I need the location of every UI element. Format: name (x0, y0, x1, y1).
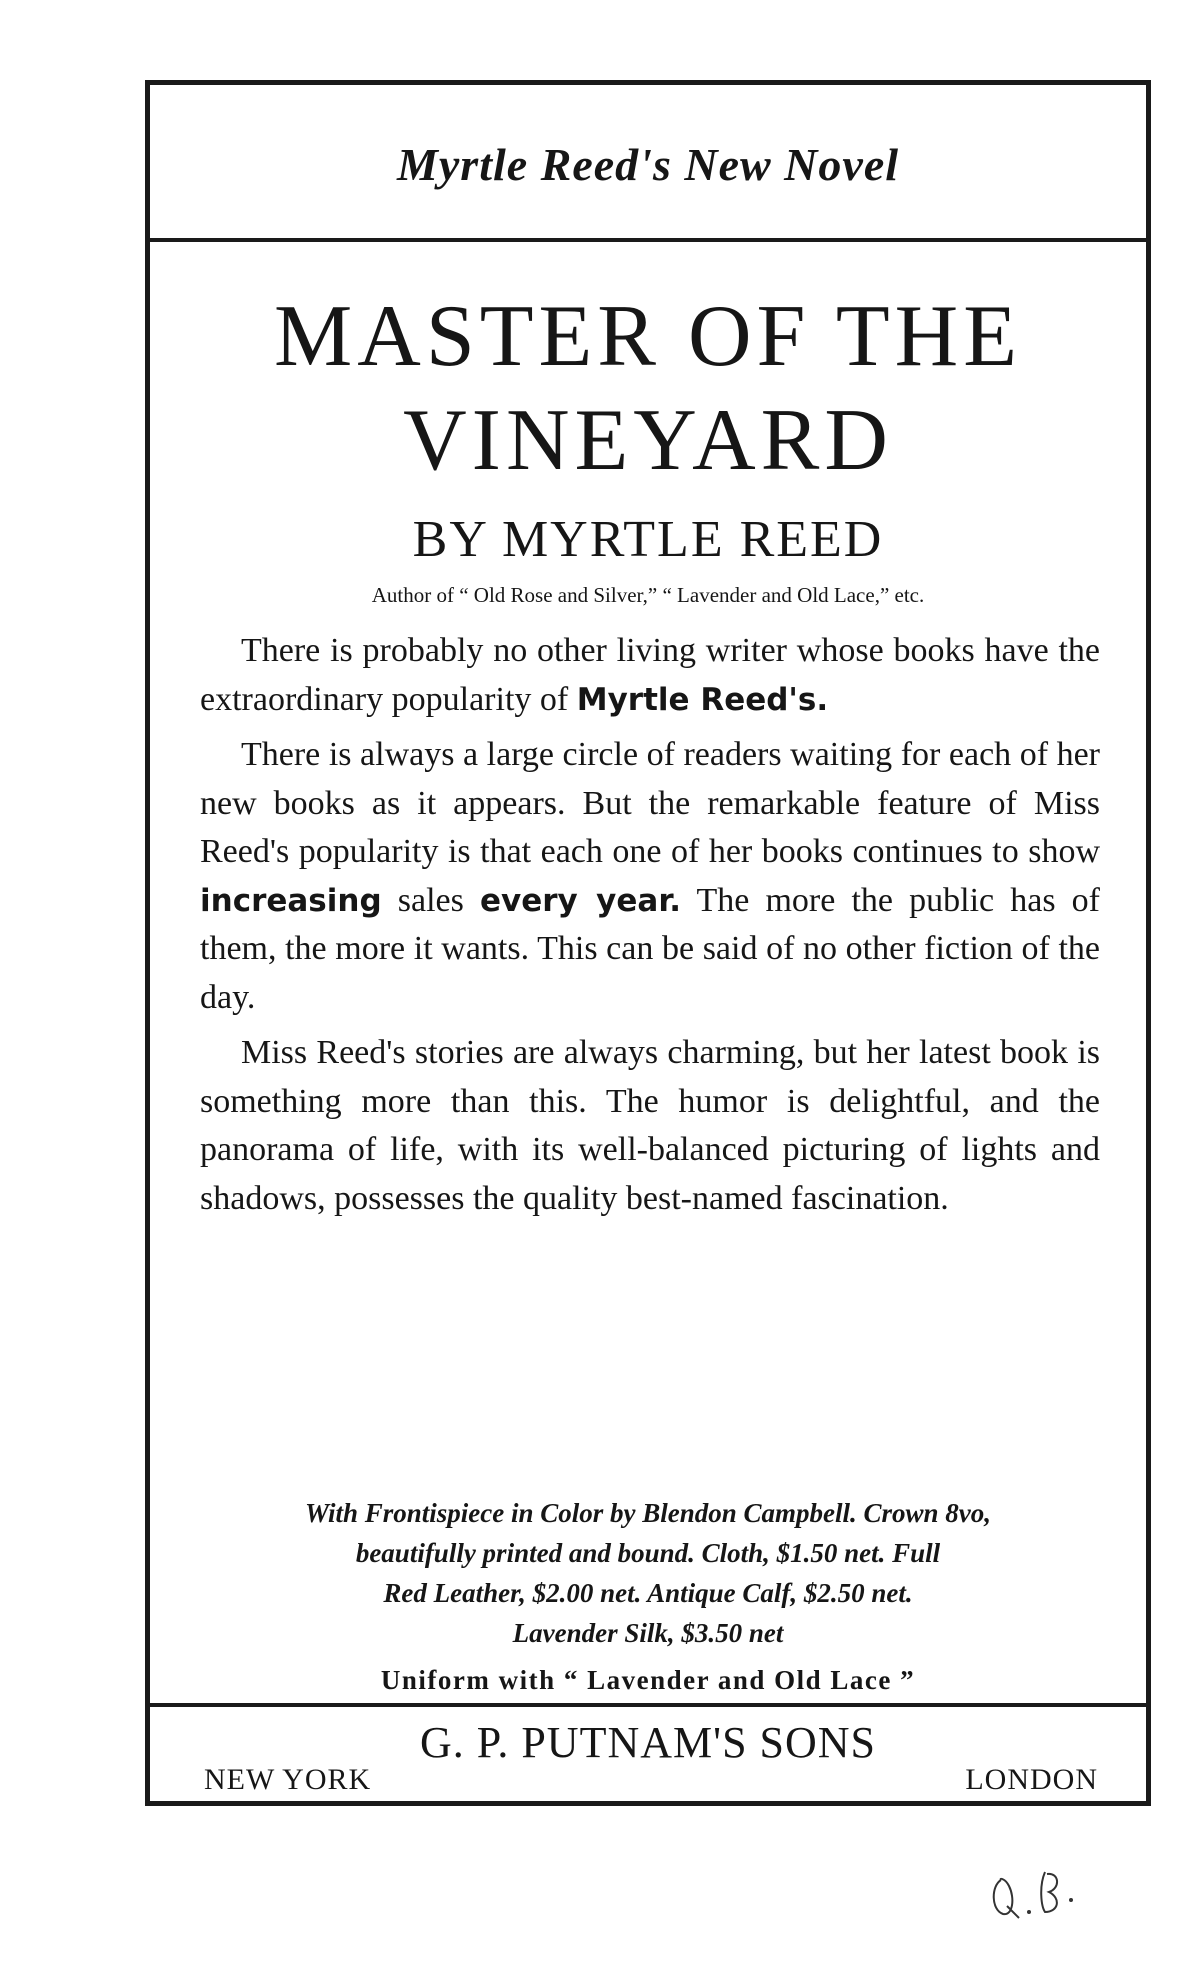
series-header (150, 85, 1146, 242)
paragraph-2-emphasis-increasing: increasing (200, 882, 382, 919)
paragraph-1 (200, 627, 1100, 724)
paragraph-2-text-a: There is always a large circle of readers waiting for each of her new books as it appears. But the remarkable feature of Miss Reed's popularity is that each one of her books continues to show (200, 736, 1100, 870)
advertisement-frame (145, 80, 1151, 1806)
author-credits: Author of “ Old Rose and Silver,” “ Lavender and Old Lace,” etc. (371, 583, 925, 607)
paragraph-2-emphasis-every-year: every year. (480, 882, 681, 919)
details-line-3: Red Leather, $2.00 net. Antique Calf, $2.50 net. (383, 1578, 913, 1608)
paragraph-1-emphasis: Myrtle Reed's. (576, 681, 829, 718)
details-line-4: Lavender Silk, $3.50 net (512, 1618, 784, 1648)
paragraph-1-text: There is probably no other living writer whose books have the extraordinary popularity of (200, 632, 1100, 718)
publisher-name: G. P. PUTNAM'S SONS (419, 1718, 877, 1767)
title-line-2: VINEYARD (403, 392, 893, 489)
series-label: Myrtle Reed's New Novel (396, 139, 900, 190)
paragraph-2 (200, 731, 1100, 1022)
paragraph-2-text-b: sales (381, 881, 480, 919)
description-body (200, 627, 1100, 1230)
book-title (180, 285, 1116, 493)
title-line-1: MASTER OF THE (274, 288, 1022, 385)
city-new-york: NEW YORK (204, 1763, 372, 1796)
publisher-footer (150, 1703, 1146, 1801)
details-line-1: With Frontispiece in Color by Blendon Campbell. Crown 8vo, (304, 1498, 992, 1528)
edition-details (190, 1493, 1106, 1653)
uniform-note: Uniform with “ Lavender and Old Lace ” (380, 1665, 916, 1695)
handwritten-mark-icon (985, 1862, 1105, 1922)
details-line-2: beautifully printed and bound. Cloth, $1.50 net. Full (355, 1538, 941, 1568)
paragraph-2-text-c: The more the public has of them, the more it wants. This can be said of no other fiction of the day. (200, 881, 1100, 1016)
author-byline: BY MYRTLE REED (412, 511, 884, 568)
city-london: LONDON (965, 1763, 1098, 1796)
paragraph-3: Miss Reed's stories are always charming, but her latest book is something more than this. The humor is delightful, and the panorama of life, with its well-balanced picturing of lights and shadows, possesses the quality best-named fascination. (200, 1034, 1100, 1217)
